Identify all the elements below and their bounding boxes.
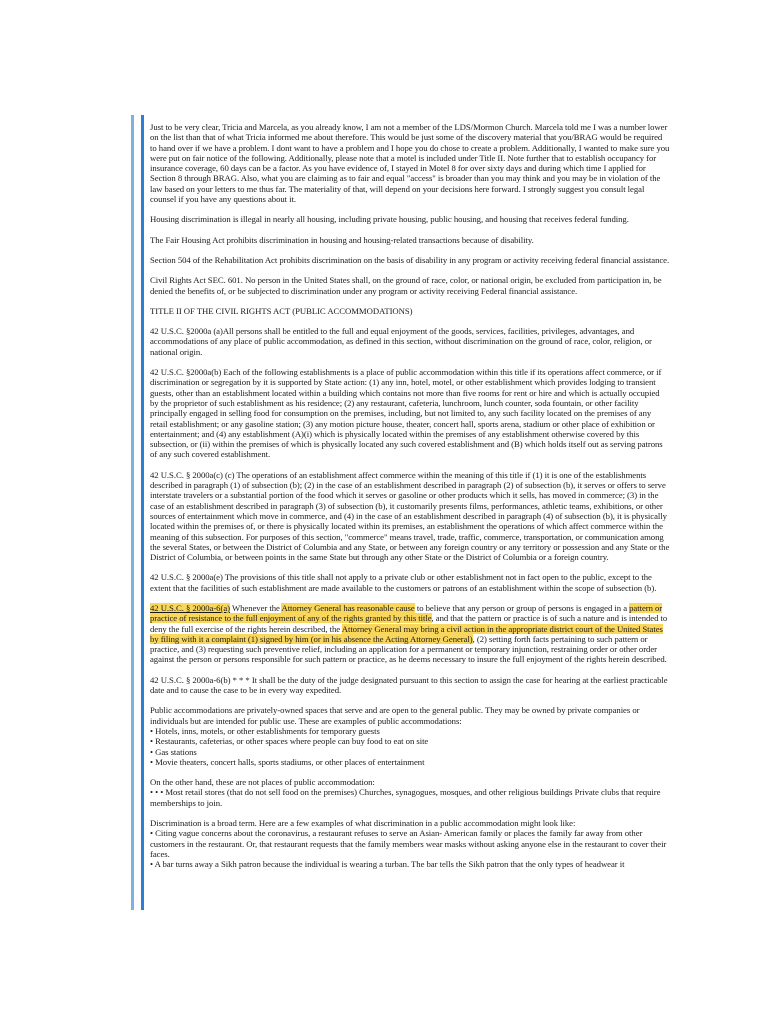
paragraph-2000a-c: 42 U.S.C. § 2000a(c) (c) The operations of an establishment affect commerce within the meaning of this title if (1) it is one of the establishments described in paragraph (1) of subsection (b); (2) in the case of an establishment described in paragraph (2) of subsection (b), it serves or offers to serve interstate travelers or a substantial portion of the food which it serves or gasoline or other products which it sells, has moved in commerce; (3) in the case of an establishment described in paragraph (3) of subsection (b), it customarily presents films, performances, athletic teams, exhibitions, or other sources of entertainment which move in commerce, and (4) in the case of an establishment described in paragraph (4) of subsection (b), it is physically located within the premises of, or there is physically located within its premises, an establishment the operations of which affect commerce within the meaning of this subsection. For purposes of this section, "commerce" means travel, trade, traffic, commerce, transportation, or communication among the several States, or between the District of Columbia and any State, or between any foreign country or any territory or possession and any State or the District of Columbia, or between points in the same State but through any other State or the District of Columbia or a foreign country.	[150, 469, 670, 563]
paragraph-2000a-6b: 42 U.S.C. § 2000a-6(b) * * * It shall be the duty of the judge designated pursuant to this section to assign the case for hearing at the earliest practicable date and to cause the case to be in every way expedited.	[150, 674, 668, 696]
paragraph-housing-discrimination: Housing discrimination is illegal in nearly all housing, including private housing, public housing, and housing that receives federal funding.	[150, 214, 629, 225]
paragraph-intro-letter: Just to be very clear, Tricia and Marcela, as you already know, I am not a member of the LDS/Mormon Church. Marcela told me I was a number lower on the list than that of what Tricia informed me about therefore. This would be just some of the discovery material that you/BRAG would be required to hand over if we have a problem. I dont want to have a problem and I hope you do chose to create a problem. Additionally, I wanted to make sure you were put on fair notice of the following. Additionally, please note that a motel is included under Title II. Note further that to establish occupancy for insurance coverage, 60 days can be a factor. As you have evidence of, I stayed in Motel 8 for over sixty days and during which time I applied for Section 8 through BRAG. Also, what you are claiming as to fair and equal "access" is broader than you may think and you may be in violation of the law based on your letters to me thus far. The materiality of that, will depend on your decisions here forward. I strongly suggest you consult legal counsel if you have any questions about it.	[150, 122, 670, 205]
list-item: • Gas stations	[150, 746, 197, 757]
highlight-pattern-or-practice: pattern or practice of resistance to the full enjoyment of any of the rights granted by this title	[150, 602, 663, 624]
document-body	[150, 122, 670, 910]
paragraph-discrimination-examples: Discrimination is a broad term. Here are a few examples of what discrimination in a public accommodation might look like: • Citing vague concerns about the coronavirus, a restaurant refuses to serve an Asian- American family or places the family far away from other customers in the restaurant. Or, that restaurant requests that the family members wear masks without asking anyone else in the restaurant to cover their faces. • A bar turns away a Sikh patron because the individual is wearing a turban. The bar tells the Sikh patron that the only types of headwear it	[150, 818, 667, 870]
paragraph-section-504: Section 504 of the Rehabilitation Act prohibits discrimination on the basis of disability in any program or activity receiving federal financial assistance.	[150, 254, 670, 265]
highlight-civil-action: Attorney General may bring a civil action in the appropriate district court of the United States by filing with it a complaint (1) signed by him (or in his absence the Acting Attorney General)	[150, 623, 663, 644]
paragraph-2000a-e: 42 U.S.C. § 2000a(e) The provisions of this title shall not apply to a private club or other establishment not in fact open to the public, except to the extent that the facilities of such establishment are made available to the customers or patrons of an establishment within the scope of subsection (b).	[150, 572, 657, 593]
list-item: • Hotels, inns, motels, or other establishments for temporary guests	[150, 725, 380, 736]
paragraph-2000a-a: 42 U.S.C. §2000a (a)All persons shall be entitled to the full and equal enjoyment of the goods, services, facilities, privileges, advantages, and accommodations of any place of public accommodation, as defined in this section, without discrimination on the ground of race, color, religion, or national origin.	[150, 326, 652, 357]
list-item: • • • Most retail stores (that do not sell food on the premises) Churches, synagogues, mosques, and other religious buildings Private clubs that require memberships to join.	[150, 787, 661, 808]
list-item: • Movie theaters, concert halls, sports stadiums, or other places of entertainment	[150, 756, 425, 767]
paragraph-fair-housing-act: The Fair Housing Act prohibits discrimination in housing and housing-related transactions because of disability.	[150, 234, 534, 245]
paragraph-2000a-6a: 42 U.S.C. § 2000a-6(a) Whenever the Attorney General has reasonable cause to believe that any person or group of persons is engaged in a pattern or practice of resistance to the full enjoyment of any of the rights granted by this title, and that the pattern or practice is of such a nature and is intended to deny the full exercise of the rights herein described, the Attorney General may bring a civil action in the appropriate district court of the United States by filing with it a complaint (1) signed by him (or in his absence the Acting Attorney General), (2) setting forth facts pertaining to such pattern or practice, and (3) requesting such preventive relief, including an application for a permanent or temporary injunction, restraining order or other order against the person or persons responsible for such pattern or practice, as he deems necessary to insure the full enjoyment of the rights herein described.	[150, 602, 668, 665]
paragraph-2000a-b: 42 U.S.C. §2000a(b) Each of the following establishments is a place of public accommodation within this title if its operations affect commerce, or if discrimination or segregation by it is supported by State action: (1) any inn, hotel, motel, or other establishment which provides lodging to transient guests, other than an establishment located within a building which contains not more than five rooms for rent or hire and which is actually occupied by the proprietor of such establishment as his residence; (2) any restaurant, cafeteria, lunchroom, lunch counter, soda fountain, or other facility principally engaged in selling food for consumption on the premises, including, but not limited to, any such facility located on the premises of any retail establishment; or any gasoline station; (3) any motion picture house, theater, concert hall, sports arena, stadium or other place of exhibition or entertainment; and (4) any establishment (A)(i) which is physically located within the premises of any establishment otherwise covered by this subsection, or (ii) within the premises of which is physically located any such covered establishment and (B) which holds itself out as serving patrons of any such covered establishment.	[150, 367, 663, 460]
paragraph-not-public-accommodations: On the other hand, these are not places of public accommodation: • • • Most retail stores (that do not sell food on the premises) Churches, synagogues, mosques, and other religious buildings Private clubs that require memberships to join.	[150, 777, 661, 808]
paragraph-public-accommodations: Public accommodations are privately-owned spaces that serve and are open to the general public. They may be owned by private companies or individuals but are intended for public use. These are examples of public accommodations: • Hotels, inns, motels, or other establishments for temporary guests • Restaurants, cafeterias, or other spaces where people can buy food to eat on site • Gas stations • Movie theaters, concert halls, sports stadiums, or other places of entertainment	[150, 705, 640, 767]
quote-bar-outer	[131, 115, 134, 910]
paragraph-civil-rights-sec-601: Civil Rights Act SEC. 601. No person in the United States shall, on the ground of race, color, or national origin, be excluded from participation in, be denied the benefits of, or be subjected to discrimination under any program or activity receiving Federal financial assistance.	[150, 275, 662, 296]
quote-bar-inner	[141, 115, 144, 910]
list-item: • A bar turns away a Sikh patron because the individual is wearing a turban. The bar tells the Sikh patron that the only types of headwear it	[150, 859, 625, 870]
section-heading-title-ii: TITLE II OF THE CIVIL RIGHTS ACT (PUBLIC ACCOMMODATIONS)	[150, 305, 413, 316]
highlight-reasonable-cause: Attorney General has reasonable cause	[281, 602, 415, 613]
highlight-citation: 42 U.S.C. § 2000a-6(a)	[150, 602, 230, 613]
list-item: • Restaurants, cafeterias, or other spaces where people can buy food to eat on site	[150, 736, 429, 747]
list-item: • Citing vague concerns about the coronavirus, a restaurant refuses to serve an Asian- American family or places the family far away from other customers in the restaurant. Or, that restaurant requests that the family members wear masks without asking anyone else in the restaurant to cover their faces.	[150, 828, 667, 859]
